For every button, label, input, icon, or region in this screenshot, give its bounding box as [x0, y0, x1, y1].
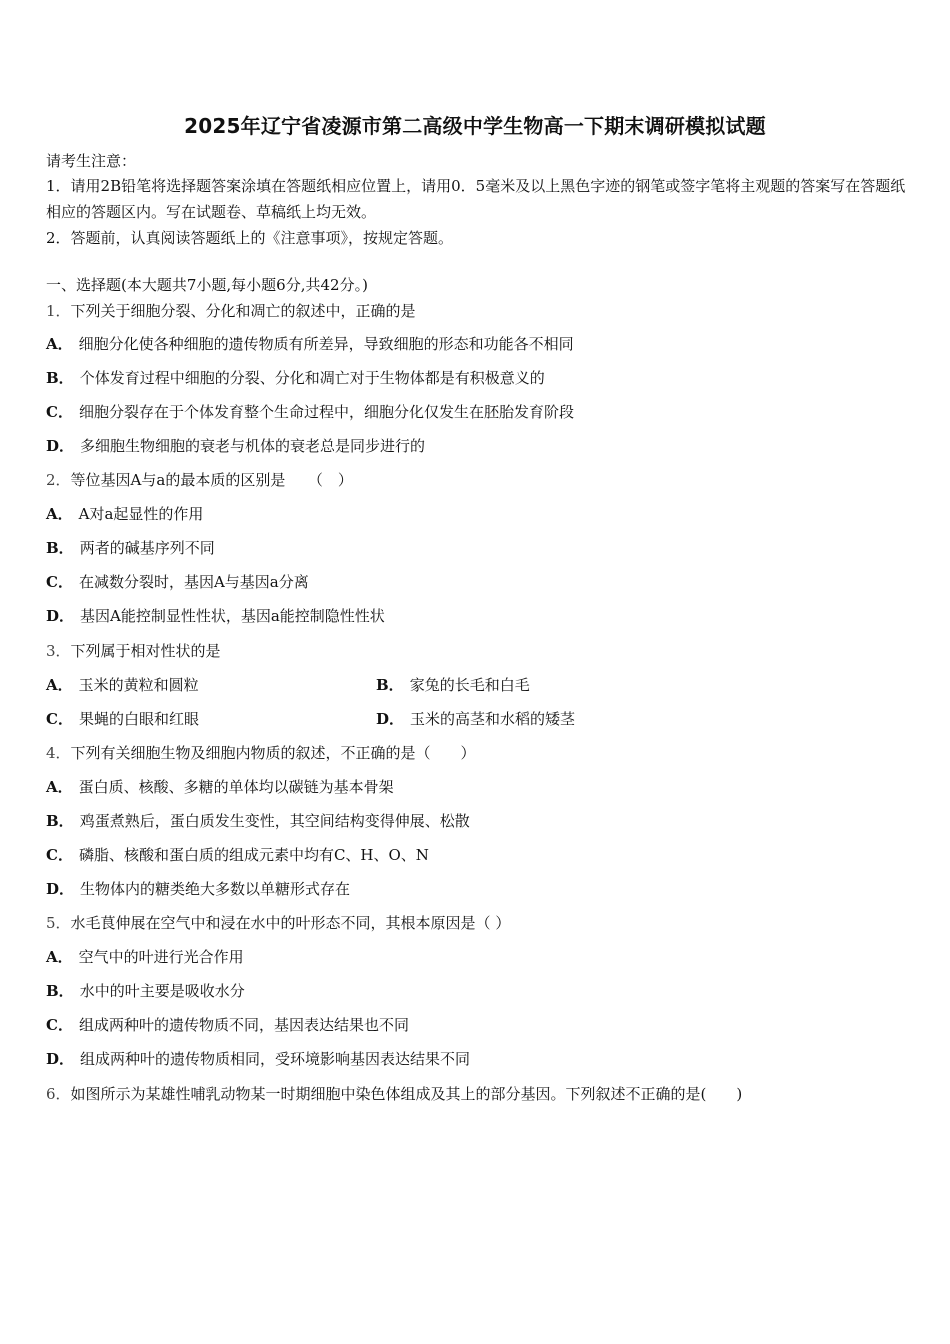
question-number: 1． — [46, 302, 71, 320]
option-text: 玉米的黄粒和圆粒 — [78, 676, 199, 694]
question-1-option-b — [46, 367, 545, 389]
question-stem: 下列关于细胞分裂、分化和凋亡的叙述中，正确的是 — [70, 302, 416, 320]
notice-item-2: 2．答题前，认真阅读答题纸上的《注意事项》，按规定答题。 — [46, 229, 454, 247]
option-letter: B． — [46, 982, 74, 1000]
question-1 — [46, 300, 416, 322]
question-2-option-a — [46, 503, 203, 525]
notice-item-1: 1．请用2B铅笔将选择题答案涂填在答题纸相应位置上，请用0．5毫米及以上黑色字迹的钢笔或签字笔将主观题的答案写在答题纸相应的答题区内。写在试题卷、草稿纸上均无效。 — [46, 177, 906, 221]
option-letter: A． — [46, 948, 73, 966]
question-4-option-d — [46, 878, 350, 900]
option-letter: C． — [46, 403, 73, 421]
question-4 — [46, 742, 476, 764]
option-text: 细胞分化使各种细胞的遗传物质有所差异，导致细胞的形态和功能各不相同 — [78, 335, 574, 353]
option-text: 细胞分裂存在于个体发育整个生命过程中，细胞分化仅发生在胚胎发育阶段 — [78, 403, 574, 421]
question-5 — [46, 912, 510, 934]
question-1-option-d — [46, 435, 425, 457]
option-text: 蛋白质、核酸、多糖的单体均以碳链为基本骨架 — [78, 778, 394, 796]
question-number: 6． — [46, 1085, 71, 1103]
option-letter: B． — [46, 539, 74, 557]
question-4-option-b — [46, 810, 470, 832]
option-letter: D． — [46, 437, 75, 455]
option-text: 基因A能控制显性性状，基因a能控制隐性性状 — [80, 607, 385, 625]
option-text: A对a起显性的作用 — [78, 505, 204, 523]
option-text: 在减数分裂时，基因A与基因a分离 — [78, 573, 309, 591]
question-number: 3． — [46, 642, 71, 660]
option-text: 空气中的叶进行光合作用 — [78, 948, 244, 966]
question-2-option-d — [46, 605, 385, 627]
question-3-option-b — [376, 674, 530, 696]
option-letter: D． — [46, 607, 75, 625]
option-letter: B． — [376, 676, 404, 694]
option-letter: A． — [46, 676, 73, 694]
option-text: 磷脂、核酸和蛋白质的组成元素中均有C、H、O、N — [78, 846, 429, 864]
question-1-option-a — [46, 333, 574, 355]
option-text: 玉米的高茎和水稻的矮茎 — [410, 710, 576, 728]
option-letter: C． — [46, 846, 73, 864]
question-5-option-d — [46, 1048, 470, 1070]
question-3-option-d — [376, 708, 575, 730]
option-letter: D． — [46, 1050, 75, 1068]
option-text: 组成两种叶的遗传物质不同，基因表达结果也不同 — [78, 1016, 409, 1034]
option-letter: B． — [46, 369, 74, 387]
option-text: 鸡蛋煮熟后，蛋白质发生变性，其空间结构变得伸展、松散 — [79, 812, 470, 830]
question-3-option-a — [46, 674, 199, 696]
question-1-option-c — [46, 401, 574, 423]
question-5-option-b — [46, 980, 245, 1002]
question-3-option-c — [46, 708, 199, 730]
option-letter: D． — [376, 710, 405, 728]
option-text: 多细胞生物细胞的衰老与机体的衰老总是同步进行的 — [80, 437, 426, 455]
option-text: 水中的叶主要是吸收水分 — [79, 982, 245, 1000]
question-number: 5． — [46, 914, 71, 932]
option-letter: C． — [46, 573, 73, 591]
question-stem: 下列有关细胞生物及细胞内物质的叙述，不正确的是（ ） — [70, 744, 476, 762]
question-5-option-a — [46, 946, 244, 968]
question-4-option-c — [46, 844, 429, 866]
page-title: 2025年辽宁省凌源市第二高级中学生物高一下期末调研模拟试题 — [184, 114, 766, 138]
option-letter: A． — [46, 335, 73, 353]
option-letter: C． — [46, 710, 73, 728]
section-heading: 一、选择题(本大题共7小题,每小题6分,共42分。) — [46, 276, 368, 294]
question-5-option-c — [46, 1014, 409, 1036]
question-number: 2． — [46, 471, 71, 489]
question-stem: 如图所示为某雄性哺乳动物某一时期细胞中染色体组成及其上的部分基因。下列叙述不正确的是( ) — [70, 1085, 743, 1103]
question-stem: 下列属于相对性状的是 — [70, 642, 221, 660]
question-6 — [46, 1083, 742, 1105]
option-text: 个体发育过程中细胞的分裂、分化和凋亡对于生物体都是有积极意义的 — [79, 369, 545, 387]
option-text: 两者的碱基序列不同 — [79, 539, 215, 557]
question-2 — [46, 469, 353, 491]
question-4-option-a — [46, 776, 394, 798]
question-number: 4． — [46, 744, 71, 762]
option-text: 果蝇的白眼和红眼 — [78, 710, 199, 728]
option-letter: A． — [46, 778, 73, 796]
notice-heading: 请考生注意： — [46, 152, 137, 170]
option-letter: C． — [46, 1016, 73, 1034]
question-3 — [46, 640, 221, 662]
option-text: 生物体内的糖类绝大多数以单糖形式存在 — [80, 880, 351, 898]
option-letter: D． — [46, 880, 75, 898]
question-stem: 等位基因A与a的最本质的区别是 （ ） — [70, 471, 353, 489]
option-text: 家兔的长毛和白毛 — [409, 676, 530, 694]
option-letter: B． — [46, 812, 74, 830]
question-2-option-b — [46, 537, 215, 559]
option-text: 组成两种叶的遗传物质相同，受环境影响基因表达结果不同 — [80, 1050, 471, 1068]
option-letter: A． — [46, 505, 73, 523]
question-2-option-c — [46, 571, 309, 593]
question-stem: 水毛茛伸展在空气中和浸在水中的叶形态不同，其根本原因是（ ） — [70, 914, 511, 932]
